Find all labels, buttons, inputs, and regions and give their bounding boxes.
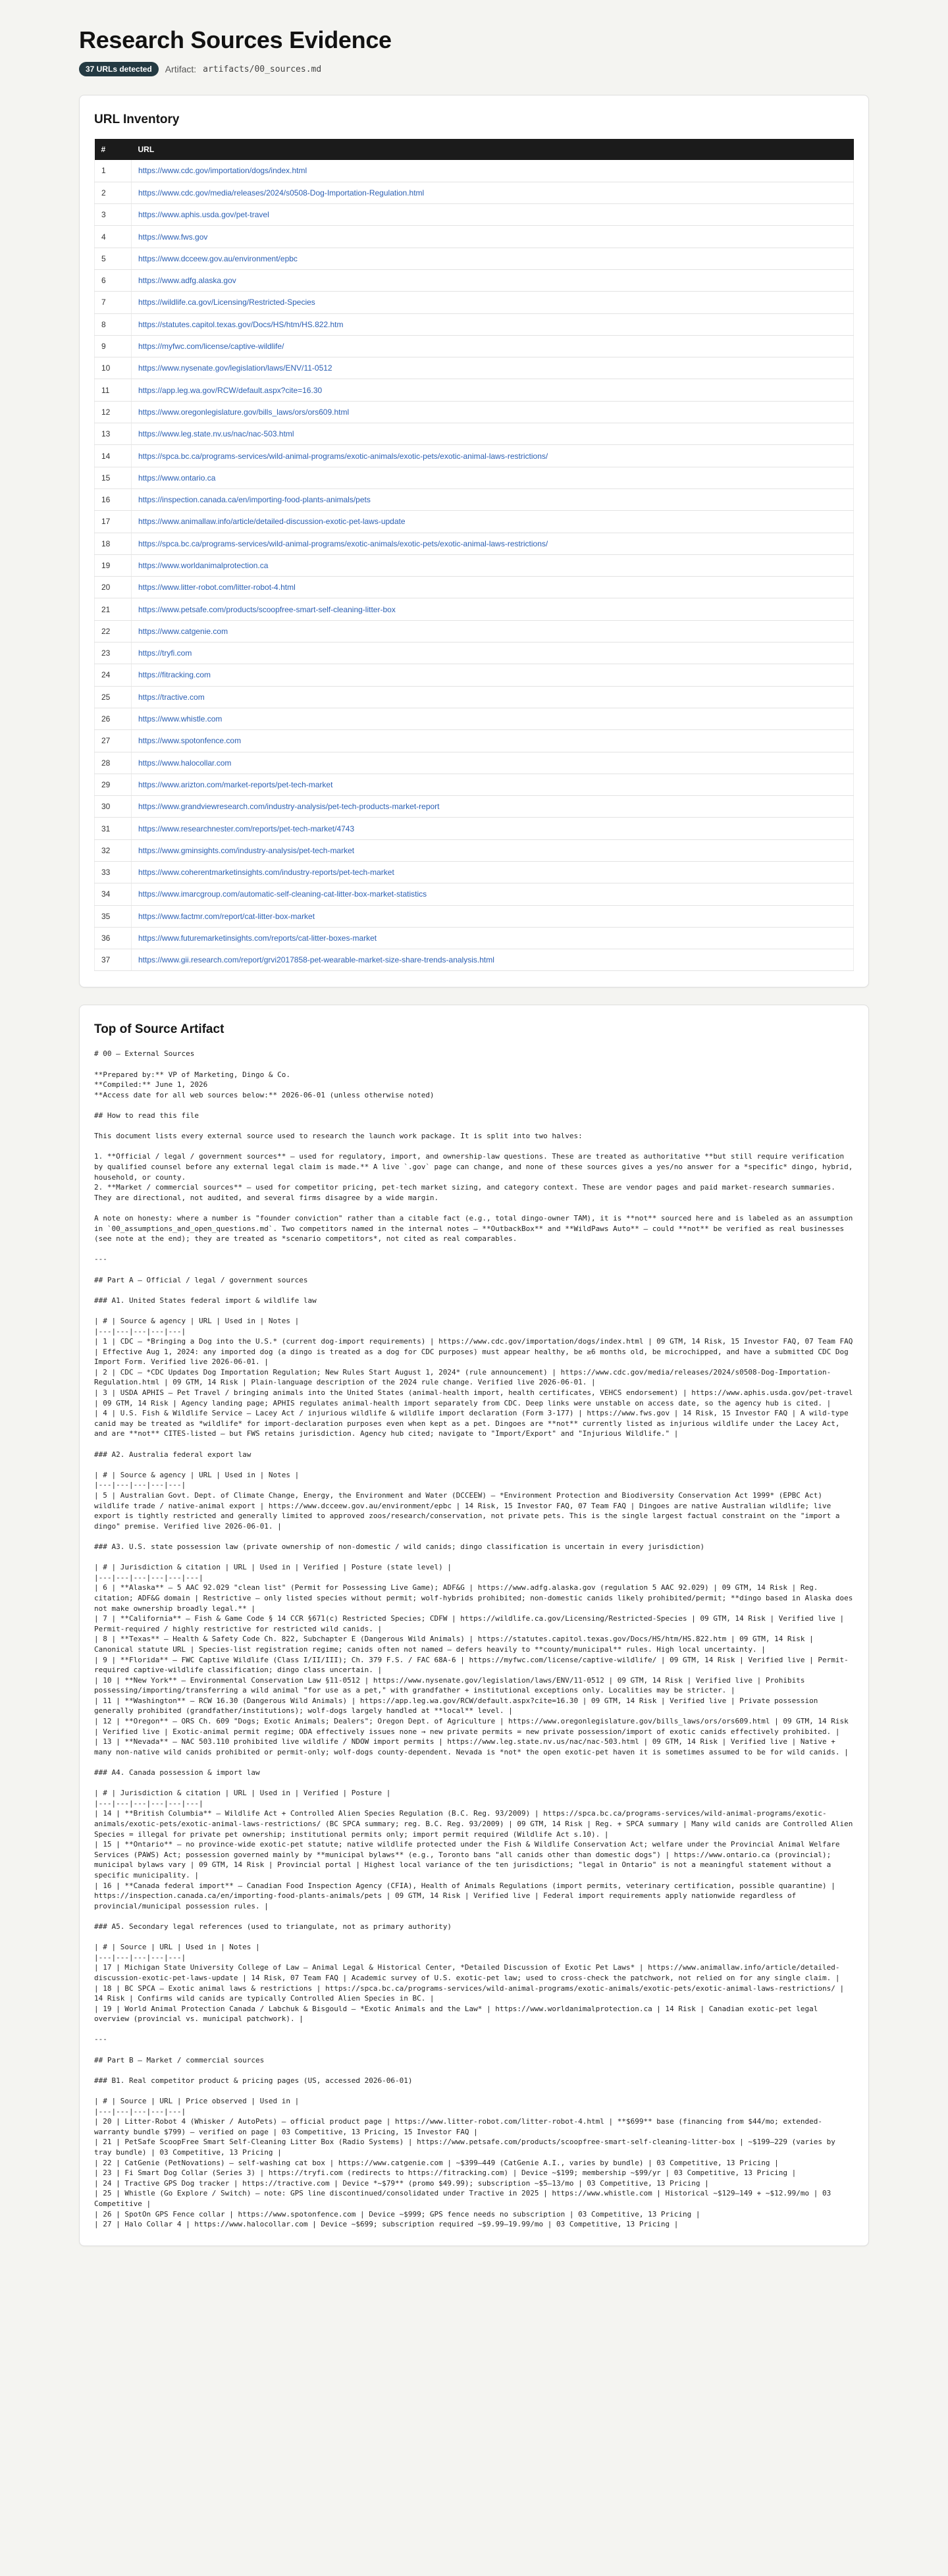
url-link[interactable]: https://www.spotonfence.com bbox=[138, 736, 242, 746]
url-link[interactable]: https://spca.bc.ca/programs-services/wild-animal-programs/exotic-animals/exotic-pets/exotic-animal-laws-restrictions/ bbox=[138, 539, 548, 548]
row-number: 33 bbox=[95, 862, 132, 883]
row-url-cell bbox=[132, 488, 854, 510]
row-number: 8 bbox=[95, 313, 132, 335]
table-row bbox=[95, 796, 854, 818]
row-number: 18 bbox=[95, 533, 132, 554]
row-url-cell bbox=[132, 335, 854, 357]
table-row bbox=[95, 883, 854, 905]
url-link[interactable]: https://tryfi.com bbox=[138, 648, 192, 658]
row-url-cell bbox=[132, 883, 854, 905]
row-url-cell bbox=[132, 533, 854, 554]
row-url-cell bbox=[132, 598, 854, 620]
url-link[interactable]: https://www.aphis.usda.gov/pet-travel bbox=[138, 210, 269, 220]
url-link[interactable]: https://tractive.com bbox=[138, 692, 205, 702]
row-number: 9 bbox=[95, 335, 132, 357]
url-link[interactable]: https://www.adfg.alaska.gov bbox=[138, 276, 236, 286]
row-number: 19 bbox=[95, 554, 132, 576]
table-row bbox=[95, 379, 854, 401]
url-count-badge: 37 URLs detected bbox=[79, 62, 159, 76]
row-number: 24 bbox=[95, 664, 132, 686]
row-url-cell bbox=[132, 423, 854, 445]
row-number: 29 bbox=[95, 774, 132, 795]
url-link[interactable]: https://www.coherentmarketinsights.com/industry-reports/pet-tech-market bbox=[138, 868, 394, 878]
table-row bbox=[95, 488, 854, 510]
table-row bbox=[95, 818, 854, 839]
row-url-cell bbox=[132, 862, 854, 883]
row-url-cell bbox=[132, 818, 854, 839]
row-number: 34 bbox=[95, 883, 132, 905]
row-number: 27 bbox=[95, 730, 132, 752]
row-url-cell bbox=[132, 401, 854, 423]
row-number: 30 bbox=[95, 796, 132, 818]
row-url-cell bbox=[132, 269, 854, 291]
row-url-cell bbox=[132, 752, 854, 774]
table-row bbox=[95, 313, 854, 335]
row-url-cell bbox=[132, 730, 854, 752]
row-number: 36 bbox=[95, 927, 132, 949]
row-url-cell bbox=[132, 292, 854, 313]
row-number: 23 bbox=[95, 643, 132, 664]
row-url-cell bbox=[132, 927, 854, 949]
table-row bbox=[95, 598, 854, 620]
row-url-cell bbox=[132, 357, 854, 379]
row-url-cell bbox=[132, 182, 854, 203]
page-header bbox=[79, 26, 869, 76]
table-row bbox=[95, 752, 854, 774]
row-number: 17 bbox=[95, 511, 132, 533]
url-link[interactable]: https://www.nysenate.gov/legislation/laws/ENV/11-0512 bbox=[138, 363, 332, 373]
page-meta bbox=[79, 62, 869, 76]
table-row bbox=[95, 226, 854, 248]
row-number: 21 bbox=[95, 598, 132, 620]
url-link[interactable]: https://www.oregonlegislature.gov/bills_laws/ors/ors609.html bbox=[138, 407, 350, 417]
url-link[interactable]: https://www.ontario.ca bbox=[138, 473, 216, 483]
url-link[interactable]: https://inspection.canada.ca/en/importing-food-plants-animals/pets bbox=[138, 495, 371, 505]
table-row bbox=[95, 905, 854, 927]
url-link[interactable]: https://www.gminsights.com/industry-analysis/pet-tech-market bbox=[138, 845, 355, 855]
row-number: 11 bbox=[95, 379, 132, 401]
table-row bbox=[95, 248, 854, 269]
url-link[interactable]: https://www.whistle.com bbox=[138, 714, 223, 724]
column-header-number: # bbox=[95, 139, 132, 160]
url-link[interactable]: https://www.litter-robot.com/litter-robot-4.html bbox=[138, 583, 296, 592]
table-row bbox=[95, 292, 854, 313]
table-row bbox=[95, 949, 854, 971]
row-url-cell bbox=[132, 445, 854, 467]
table-row bbox=[95, 577, 854, 598]
url-link[interactable]: https://www.researchnester.com/reports/pet-tech-market/4743 bbox=[138, 824, 355, 833]
artifact-label: Artifact: bbox=[165, 64, 197, 74]
row-url-cell bbox=[132, 643, 854, 664]
artifact-path: artifacts/00_sources.md bbox=[203, 64, 322, 74]
table-row bbox=[95, 401, 854, 423]
url-link[interactable]: https://www.animallaw.info/article/detailed-discussion-exotic-pet-laws-update bbox=[138, 517, 406, 527]
url-inventory-card bbox=[79, 95, 869, 987]
url-link[interactable]: https://www.imarcgroup.com/automatic-self-cleaning-cat-litter-box-market-statistics bbox=[138, 889, 427, 899]
url-link[interactable]: https://www.futuremarketinsights.com/reports/cat-litter-boxes-market bbox=[138, 933, 377, 943]
table-row bbox=[95, 620, 854, 642]
row-number: 1 bbox=[95, 160, 132, 182]
row-number: 12 bbox=[95, 401, 132, 423]
url-inventory-body bbox=[95, 160, 854, 971]
row-url-cell bbox=[132, 313, 854, 335]
table-row bbox=[95, 269, 854, 291]
row-url-cell bbox=[132, 467, 854, 488]
row-url-cell bbox=[132, 379, 854, 401]
table-row bbox=[95, 445, 854, 467]
row-number: 14 bbox=[95, 445, 132, 467]
url-link[interactable]: https://www.grandviewresearch.com/industry-analysis/pet-tech-products-market-report bbox=[138, 802, 440, 812]
page-title: Research Sources Evidence bbox=[79, 26, 392, 53]
row-number: 20 bbox=[95, 577, 132, 598]
url-link[interactable]: https://statutes.capitol.texas.gov/Docs/HS/htm/HS.822.htm bbox=[138, 319, 344, 329]
row-url-cell bbox=[132, 664, 854, 686]
table-row bbox=[95, 730, 854, 752]
row-url-cell bbox=[132, 839, 854, 861]
table-row bbox=[95, 204, 854, 226]
url-link[interactable]: https://app.leg.wa.gov/RCW/default.aspx?cite=16.30 bbox=[138, 385, 323, 395]
row-url-cell bbox=[132, 248, 854, 269]
row-number: 3 bbox=[95, 204, 132, 226]
url-inventory-table bbox=[94, 139, 854, 971]
row-url-cell bbox=[132, 577, 854, 598]
row-number: 25 bbox=[95, 686, 132, 708]
table-row bbox=[95, 862, 854, 883]
table-header-row bbox=[95, 139, 854, 160]
row-number: 4 bbox=[95, 226, 132, 248]
url-link[interactable]: https://www.petsafe.com/products/scoopfree-smart-self-cleaning-litter-box bbox=[138, 604, 396, 614]
row-number: 37 bbox=[95, 949, 132, 971]
url-inventory-title: URL Inventory bbox=[94, 113, 180, 126]
table-row bbox=[95, 839, 854, 861]
row-number: 32 bbox=[95, 839, 132, 861]
row-number: 26 bbox=[95, 708, 132, 729]
url-link[interactable]: https://www.fws.gov bbox=[138, 232, 208, 242]
column-header-url: URL bbox=[132, 139, 854, 160]
table-row bbox=[95, 708, 854, 729]
row-number: 2 bbox=[95, 182, 132, 203]
url-link[interactable]: https://www.cdc.gov/media/releases/2024/s0508-Dog-Importation-Regulation.html bbox=[138, 188, 425, 197]
url-link[interactable]: https://www.halocollar.com bbox=[138, 758, 232, 768]
url-link[interactable]: https://www.cdc.gov/importation/dogs/index.html bbox=[138, 166, 307, 176]
row-number: 5 bbox=[95, 248, 132, 269]
row-number: 6 bbox=[95, 269, 132, 291]
row-number: 22 bbox=[95, 620, 132, 642]
row-url-cell bbox=[132, 554, 854, 576]
table-row bbox=[95, 160, 854, 182]
table-row bbox=[95, 664, 854, 686]
table-row bbox=[95, 467, 854, 488]
source-artifact-card bbox=[79, 1005, 869, 2246]
row-url-cell bbox=[132, 226, 854, 248]
row-number: 10 bbox=[95, 357, 132, 379]
row-number: 15 bbox=[95, 467, 132, 488]
url-link[interactable]: https://fitracking.com bbox=[138, 670, 211, 680]
row-url-cell bbox=[132, 708, 854, 729]
url-link[interactable]: https://www.arizton.com/market-reports/pet-tech-market bbox=[138, 779, 333, 789]
url-link[interactable]: https://www.factmr.com/report/cat-litter-box-market bbox=[138, 911, 315, 921]
url-link[interactable]: https://myfwc.com/license/captive-wildlife/ bbox=[138, 342, 284, 352]
table-row bbox=[95, 335, 854, 357]
table-row bbox=[95, 686, 854, 708]
table-row bbox=[95, 927, 854, 949]
row-url-cell bbox=[132, 796, 854, 818]
row-url-cell bbox=[132, 686, 854, 708]
table-row bbox=[95, 182, 854, 203]
table-row bbox=[95, 357, 854, 379]
table-row bbox=[95, 774, 854, 795]
row-url-cell bbox=[132, 204, 854, 226]
url-link[interactable]: https://www.worldanimalprotection.ca bbox=[138, 560, 269, 570]
row-number: 28 bbox=[95, 752, 132, 774]
url-link[interactable]: https://www.leg.state.nv.us/nac/nac-503.html bbox=[138, 429, 294, 439]
row-number: 7 bbox=[95, 292, 132, 313]
url-link[interactable]: https://www.gii.research.com/report/grvi2017858-pet-wearable-market-size-share-trends-analysis.html bbox=[138, 955, 494, 965]
url-link[interactable]: https://www.dcceew.gov.au/environment/epbc bbox=[138, 253, 298, 263]
table-row bbox=[95, 423, 854, 445]
row-number: 35 bbox=[95, 905, 132, 927]
table-row bbox=[95, 643, 854, 664]
row-number: 16 bbox=[95, 488, 132, 510]
row-url-cell bbox=[132, 511, 854, 533]
table-row bbox=[95, 554, 854, 576]
url-link[interactable]: https://spca.bc.ca/programs-services/wild-animal-programs/exotic-animals/exotic-pets/exotic-animal-laws-restrictions/ bbox=[138, 451, 548, 461]
row-number: 31 bbox=[95, 818, 132, 839]
row-number: 13 bbox=[95, 423, 132, 445]
row-url-cell bbox=[132, 160, 854, 182]
url-link[interactable]: https://wildlife.ca.gov/Licensing/Restricted-Species bbox=[138, 298, 315, 307]
row-url-cell bbox=[132, 774, 854, 795]
source-artifact-title: Top of Source Artifact bbox=[94, 1022, 224, 1037]
source-artifact-content: # 00 — External Sources **Prepared by:** VP of Marketing, Dingo & Co. **Compiled:** June 1, 2026 **Access date for all web sources below:** 2026-06-01 (unless otherwise noted) ## How to read this file This document lists every external source used to research the launch work package. It is split into two halves: 1. **Official / legal / government sources** — used for regulatory, import, and ownership-law questions. These are treated as authoritative **but still require verification by qualified counsel before any external legal claim is made.** A live `.gov` page can change, and none of these sources gives a yes/no answer for a *specific* dingo, hybrid, household, or county. 2. **Market / commercial sources** — used for competitor pricing, pet-tech market sizing, and category context. These are vendor pages and paid market-research summaries. They are directional, not audited, and several firms disagree by a wide margin. A note on honesty: where a number is "founder conviction" rather than a citable fact (e.g., total dingo-owner TAM), it is **not** sourced here and is labeled as an assumption in `00_assumptions_and_open_questions.md`. Two competitors named in the internal notes — **OutbackBox** and **WildPaws Auto** — could **not** be verified as real businesses (see note at the end); they are treated as *scenario competitors*, not cited as real comparables. --- ## Part A — Official / legal / government sources ### A1. United States federal import & wildlife law | # | Source & agency | URL | Used in | Notes | |---|---|---|---|---| | 1 | CDC — *Bringing a Dog into the U.S.* (current dog-import requirements) | https://www.cdc.gov/importation/dogs/index.html | 09 GTM, 14 Risk, 15 Investor FAQ, 07 Team FAQ | Effective Aug 1, 2024: any imported dog (a dingo is treated as a dog for CDC purposes) must appear healthy, be ≥6 months old, be microchipped, and have a submitted CDC Dog Import Form. Verified live 2026-06-01. | | 2 | CDC — *CDC Updates Dog Importation Regulation; New Rules Start August 1, 2024* (rule announcement) | https://www.cdc.gov/media/releases/2024/s0508-Dog-Importation-Regulation.html | 09 GTM, 14 Risk | Plain-language description of the 2024 rule change. Verified live 2026-06-01. | | 3 | USDA APHIS — Pet Travel / bringing animals into the United States (animal-health import, health certificates, VEHCS endorsement) | https://www.aphis.usda.gov/pet-travel | 09 GTM, 14 Risk | Agency landing page; APHIS regulates animal-health import separately from CDC. Deep links were unstable on access date, so the agency hub is cited. | | 4 | U.S. Fish & Wildlife Service — Lacey Act / injurious wildlife & wildlife import declaration (Form 3-177) | https://www.fws.gov | 14 Risk, 15 Investor FAQ | A wild-type canid may be treated as *wildlife* for import-declaration purposes even when kept as a pet. Dingoes are **not** currently listed as injurious wildlife under the Lacey Act, and are **not** CITES-listed — but FWS retains jurisdiction. Agency hub cited; navigate to "Import/Export" and "Injurious Wildlife." | ### A2. Australia federal export law | # | Source & agency | URL | Used in | Notes | |---|---|---|---|---| | 5 | Australian Govt. Dept. of Climate Change, Energy, the Environment and Water (DCCEEW) — *Environment Protection and Biodiversity Conservation Act 1999* (EPBC Act) wildlife trade / native-animal export | https://www.dcceew.gov.au/environment/epbc | 14 Risk, 15 Investor FAQ, 07 Team FAQ | Dingoes are native Australian wildlife; live export is tightly restricted and generally limited to approved zoos/research/conservation, not private pets. This is the single largest factual constraint on the "import a dingo" premise. Verified live 2026-06-01. | ### A3. U.S. state possession law (private ownership of non-domestic / wild canids; dingo classification is uncertain in every jurisdiction) | # | Jurisdiction & citation | URL | Used in | Verified | Posture (state level) | |---|---|---|---|---|---| | 6 | **Alaska** — 5 AAC 92.029 "clean list" (Permit for Possessing Live Game); ADF&G | https://www.adfg.alaska.gov (regulation 5 AAC 92.029) | 09 GTM, 14 Risk | Reg. citation; ADF&G domain | Restrictive — only listed species without permit; wolf-hybrids prohibited; non-domestic canids likely prohibited/permit; **dingo based in Alaska does not make ownership broadly legal.** | | 7 | **California** — Fish & Game Code § 14 CCR §671(c) Restricted Species; CDFW | https://wildlife.ca.gov/Licensing/Restricted-Species | 09 GTM, 14 Risk | Verified live | Permit-required / highly restrictive for restricted wild canids. | | 8 | **Texas** — Health & Safety Code Ch. 822, Subchapter E (Dangerous Wild Animals) | https://statutes.capitol.texas.gov/Docs/HS/htm/HS.822.htm | 09 GTM, 14 Risk | Canonical statute URL | Species-list registration regime; canids often not named — defers heavily to **county/municipal** rules. High local uncertainty. | | 9 | **Florida** — FWC Captive Wildlife (Class I/II/III); Ch. 379 F.S. / FAC 68A-6 | https://myfwc.com/license/captive-wildlife/ | 09 GTM, 14 Risk | Verified live | Permit-required captive-wildlife classification; dingo class uncertain. | | 10 | **New York** — Environmental Conservation Law §11-0512 | https://www.nysenate.gov/legislation/laws/ENV/11-0512 | 09 GTM, 14 Risk | Verified live | Prohibits possessing/importing/transferring a wild animal "for use as a pet," with grandfather + institutional exceptions only. Localities may be stricter. | | 11 | **Washington** — RCW 16.30 (Dangerous Wild Animals) | https://app.leg.wa.gov/RCW/default.aspx?cite=16.30 | 09 GTM, 14 Risk | Verified live | Private possession generally prohibited (grandfather/institutions); wolf-dogs largely handled at **local** level. | | 12 | **Oregon** — ORS Ch. 609 "Dogs; Exotic Animals; Dealers"; Oregon Dept. of Agriculture | https://www.oregonlegislature.gov/bills_laws/ors/ors609.html | 09 GTM, 14 Risk | Verified live | Exotic-animal permit regime; ODA effectively issues none → new private permits = new private possession/import of exotic canids effectively prohibited. | | 13 | **Nevada** — NAC 503.110 prohibited live wildlife / NDOW import permits | https://www.leg.state.nv.us/nac/nac-503.html | 09 GTM, 14 Risk | Verified live | Native + many non-native wild canids prohibited or permit-only; wolf-dogs county-dependent. Nevada is *not* the open exotic-pet haven it is sometimes assumed to be for wild canids. | ### A4. Canada possession & import law | # | Jurisdiction & citation | URL | Used in | Verified | Posture | |---|---|---|---|---|---| | 14 | **British Columbia** — Wildlife Act + Controlled Alien Species Regulation (B.C. Reg. 93/2009) | https://spca.bc.ca/programs-services/wild-animal-programs/exotic-animals/exotic-pets/exotic-animal-laws-restrictions/ (BC SPCA summary; reg. B.C. Reg. 93/2009) | 09 GTM, 14 Risk | Reg. + SPCA summary | Many wild canids are Controlled Alien Species = illegal for private pet ownership; institutional permits only; import permit required (Wildlife Act s.10). | | 15 | **Ontario** — no province-wide exotic-pet statute; native wildlife protected under the Fish & Wildlife Conservation Act; welfare under the Provincial Animal Welfare Services (PAWS) Act; possession governed mainly by **municipal bylaws** (e.g., Toronto bans "all canids other than domestic dogs") | https://www.ontario.ca (provincial); municipal bylaws vary | 09 GTM, 14 Risk | Provincial portal | Highest local variance of the ten jurisdictions; "legal in Ontario" is not a meaningful statement without a specific municipality. | | 16 | **Canada federal import** — Canadian Food Inspection Agency (CFIA), Health of Animals Regulations (import permits, veterinary certification, possible quarantine) | https://inspection.canada.ca/en/importing-food-plants-animals/pets | 09 GTM, 14 Risk | Verified live | Federal import requirements apply nationwide regardless of provincial/municipal possession rules. | ### A5. Secondary legal references (used to triangulate, not as primary authority) | # | Source | URL | Used in | Notes | |---|---|---|---|---| | 17 | Michigan State University College of Law — Animal Legal & Historical Center, *Detailed Discussion of Exotic Pet Laws* | https://www.animallaw.info/article/detailed-discussion-exotic-pet-laws-update | 14 Risk, 07 Team FAQ | Academic survey of U.S. exotic-pet law; used to cross-check the patchwork, not relied on for any single claim. | | 18 | BC SPCA — Exotic animal laws & restrictions | https://spca.bc.ca/programs-services/wild-animal-programs/exotic-animals/exotic-pets/exotic-animal-laws-restrictions/ | 14 Risk | Confirms wild canids are typically Controlled Alien Species in BC. | | 19 | World Animal Protection Canada / Labchuk & Bisgould — *Exotic Animals and the Law* | https://www.worldanimalprotection.ca | 14 Risk | Canadian exotic-pet legal overview (provincial vs. municipal patchwork). | --- ## Part B — Market / commercial sources ### B1. Real competitor product & pricing pages (US, accessed 2026-06-01) | # | Source | URL | Price observed | Used in | |---|---|---|---|---| | 20 | Litter-Robot 4 (Whisker / AutoPets) — official product page | https://www.litter-robot.com/litter-robot-4.html | **$699** base (financing from $44/mo; extended-warranty bundle $799) — verified on page | 03 Competitive, 13 Pricing, 15 Investor FAQ | | 21 | PetSafe ScoopFree Smart Self-Cleaning Litter Box (Radio Systems) | https://www.petsafe.com/products/scoopfree-smart-self-cleaning-litter-box | ~$199–229 (varies by tray bundle) | 03 Competitive, 13 Pricing | | 22 | CatGenie (PetNovations) — self-washing cat box | https://www.catgenie.com | ~$399–449 (CatGenie A.I., varies by bundle) | 03 Competitive, 13 Pricing | | 23 | Fi Smart Dog Collar (Series 3) | https://tryfi.com (redirects to https://fitracking.com) | Device ~$199; membership ~$99/yr | 03 Competitive, 13 Pricing | | 24 | Tractive GPS Dog tracker | https://tractive.com | Device *~$79** (promo $49.99); subscription ~$5–13/mo | 03 Competitive, 13 Pricing | | 25 | Whistle (Go Explore / Switch) — note: GPS line discontinued/consolidated under Tractive in 2025 | https://www.whistle.com | Historical ~$129–149 + ~$12.99/mo | 03 Competitive | | 26 | SpotOn GPS Fence collar | https://www.spotonfence.com | Device ~$999; GPS fence needs no subscription | 03 Competitive, 13 Pricing | | 27 | Halo Collar 4 | https://www.halocollar.com | Device ~$699; subscription required ~$9.99–19.99/mo | 03 Competitive, 13 Pricing | bbox=[94, 1049, 853, 2229]
table-row bbox=[95, 511, 854, 533]
row-url-cell bbox=[132, 620, 854, 642]
row-url-cell bbox=[132, 905, 854, 927]
row-url-cell bbox=[132, 949, 854, 971]
table-row bbox=[95, 533, 854, 554]
url-link[interactable]: https://www.catgenie.com bbox=[138, 626, 228, 636]
